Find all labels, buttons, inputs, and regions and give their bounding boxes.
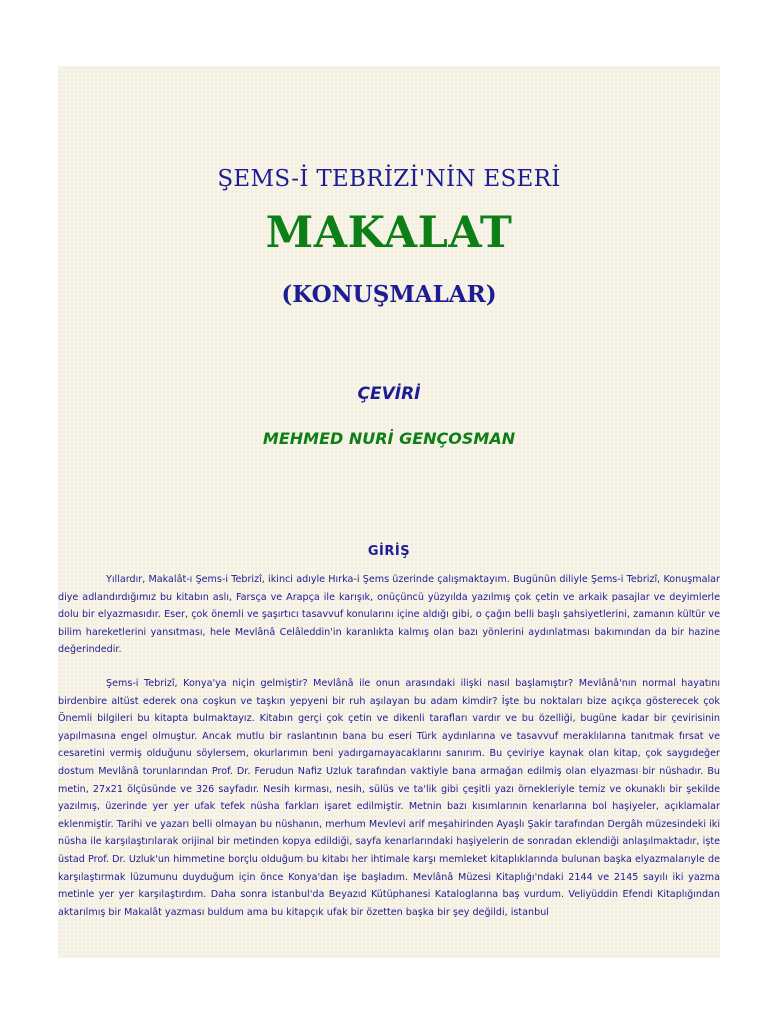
paragraph: Şems-i Tebrizî, Konya'ya niçin gelmiştir? Mevlânâ ile onun arasındaki ilişki nasıl başlamıştır? Mevlânâ'nın normal hayatını birdenbire altüst ederek ona coşkun ve taşkın yepyeni bir ruh aşılayan bu adam kimdir? İşte bu noktaları bize açıkça gösterecek çok Önemli bilgileri bu kitapta bulmaktayız. Kitabın gerçi çok çetin ve dikenli tarafları vardır ve bu özelliği, bugüne kadar bir çevirisinin yapılmasına engel olmuştur. Ancak mutlu bir raslantının bana bu eseri Türk aydınlarına ve tasavvuf meraklılarına tanıtmak fırsat ve cesaretini vermiş olduğunu söylersem, okurlarımın beni yadırgamayacaklarını sanırım. Bu çeviriye kaynak olan kitap, çok saygıdeğer dostum Mevlânâ torunlarından Prof. Dr. Ferudun Nafiz Uzluk tarafından vaktiyle bana armağan edilmiş olan elyazması bir nüshadır. Bu metin, 27x21 ölçüsünde ve 326 sayfadır. Nesih kırması, nesih, sülüs ve ta'lik gibi çeşitli yazı örnekleriyle temiz ve okunaklı bir şekilde yazılmış, üzerinde yer yer ufak tefek nüsha farkları işaret edilmiştir. Metnin bazı kısımlarının kenarlarına bol haşiyeler, açıklamalar eklenmiştir. Tarihi ve yazarı belli olmayan bu nüshanın, merhum Mevlevi arif meşahirinden Ayaşlı Şakir tarafından Dergâh müzesindeki iki nüsha ile karşılaştırılarak orijinal bir metinden kopya edildiği, sayfa kenarlarındaki haşiyelerin de sonradan eklendiği anlaşılmaktadır, işte üstad Prof. Dr. Uzluk'un himmetine borçlu olduğum bu kitabı her ihtimale karşı memleket kitaplıklarında bulunan başka elyazmalarıyle de karşılaştırmak lüzumunu duyduğum için önce Konya'dan işe başladım. Mevlânâ Müzesi Kitaplığı'ndaki 2144 ve 2145 sayılı iki yazma metinle yer yer karşılaştırdım. Daha sonra istanbul'da Beyazıd Kütüphanesi Kataloglarına baş vurdum. Veliyüddin Efendi Kitaplığından aktarılmış bir Makalât yazması buldum ama bu kitapçık ufak bir özetten başka bir şey değildi, istanbul — [58, 677, 720, 918]
author-work-line: ŞEMS-İ TEBRİZİ'NİN ESERİ — [217, 166, 561, 192]
translation-label: ÇEVİRİ — [357, 384, 421, 404]
paragraph: Yıllardır, Makalât-ı Şems-i Tebrizî, ikinci adıyle Hırka-i Şems üzerinde çalışmaktayım. Bugünün diliyle Şems-i Tebrizî, Konuşmalar diye adlandırdığımız bu kitabın aslı, Farsça ve Arapça ile karışık, onüçüncü yüzyılda yazılmış çok çetin ve arkaik pasajlar ve deyimlerle dolu bir elyazmasıdır. Eser, çok önemli ve şaşırtıcı tasavvuf konularını içine aldığı gibi, o çağın belli başlı şahsiyetlerini, zamanın kültür ve bilim hareketlerini yansıtması, hele Mevlânâ Celâleddin'in karanlıkta kalmış olan bazı yönlerini aydınlatması bakımından da bir hazine değerindedir. — [58, 574, 720, 656]
book-title: MAKALAT — [265, 208, 513, 258]
section-heading: GİRİŞ — [367, 544, 411, 559]
document-page — [58, 66, 720, 958]
body-text — [58, 571, 720, 937]
translator-name: MEHMED NURİ GENÇOSMAN — [262, 429, 516, 448]
book-subtitle: (KONUŞMALAR) — [281, 281, 497, 308]
